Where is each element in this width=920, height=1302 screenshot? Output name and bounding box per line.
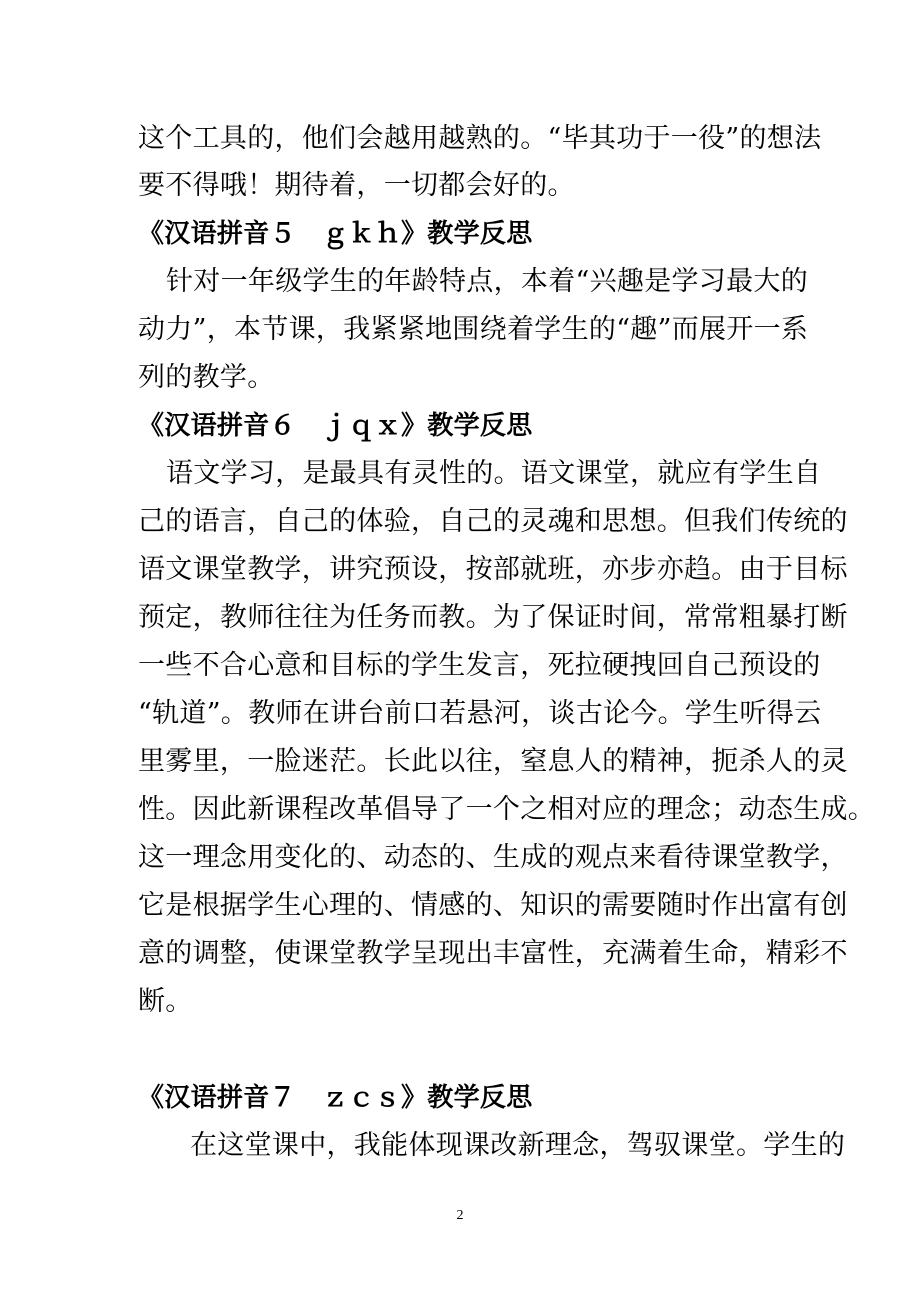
section-6-line-7: 里雾里，一脸迷茫。长此以往，窒息人的精神，扼杀人的灵 [138, 746, 848, 777]
section-6-line-5: 一些不合心意和目标的学生发言，死拉硬拽回自己预设的 [138, 650, 821, 681]
section-7-line-1: 在这堂课中，我能体现课改新理念，驾驭课堂。学生的 [190, 1130, 846, 1161]
section-5-line-2: 动力”，本节课，我紧紧地围绕着学生的“趣”而展开一系 [138, 314, 809, 345]
section-6-line-12: 断。 [138, 986, 193, 1017]
section-6-line-4: 预定，教师往往为任务而教。为了保证时间，常常粗暴打断 [138, 602, 848, 633]
page-number: 2 [456, 1208, 464, 1223]
section-6-line-11: 意的调整，使课堂教学呈现出丰富性，充满着生命，精彩不 [138, 938, 848, 969]
section-6-line-6: “轨道”。教师在讲台前口若悬河，谈古论今。学生听得云 [138, 698, 822, 729]
section-5-line-3: 列的教学。 [138, 362, 275, 393]
section-heading-7: 《汉语拼音７ ｚｃｓ》教学反思 [138, 1083, 533, 1113]
section-6-line-2: 己的语言，自己的体验，自己的灵魂和思想。但我们传统的 [138, 506, 848, 537]
section-heading-5: 《汉语拼音５ ｇｋｈ》教学反思 [138, 219, 533, 249]
intro-line-1: 这个工具的，他们会越用越熟的。“毕其功于一役”的想法 [138, 123, 822, 154]
section-6-line-1: 语文学习，是最具有灵性的。语文课堂，就应有学生自 [166, 458, 822, 489]
section-6-line-8: 性。因此新课程改革倡导了一个之相对应的理念；动态生成。 [138, 794, 876, 825]
intro-line-2: 要不得哦！期待着，一切都会好的。 [138, 170, 575, 201]
section-6-line-9: 这一理念用变化的、动态的、生成的观点来看待课堂教学， [138, 842, 848, 873]
section-heading-6: 《汉语拼音６ ｊｑｘ》教学反思 [138, 411, 533, 441]
section-5-line-1: 针对一年级学生的年龄特点，本着“兴趣是学习最大的 [166, 266, 809, 297]
section-6-line-10: 它是根据学生心理的、情感的、知识的需要随时作出富有创 [138, 890, 848, 921]
section-6-line-3: 语文课堂教学，讲究预设，按部就班，亦步亦趋。由于目标 [138, 554, 848, 585]
